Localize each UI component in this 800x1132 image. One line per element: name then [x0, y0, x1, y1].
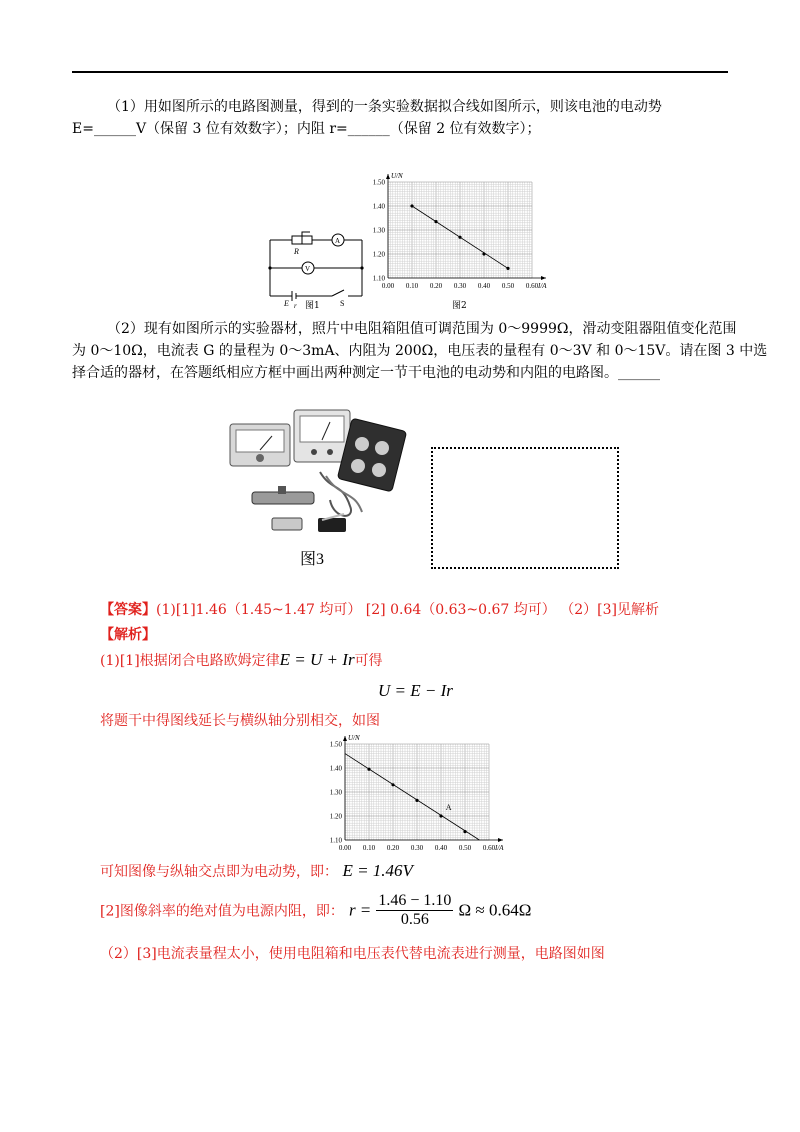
a4-text: 可知图像与纵轴交点即为电动势，即： — [100, 864, 338, 880]
q1-line2: E=______V（保留 3 位有效数字）；内阻 r=______（保留 2 位有效数字）； — [72, 121, 541, 137]
q2-line3: 择合适的器材，在答题纸相应方框中画出两种测定一节干电池的电动势和内阻的电路图。______ — [72, 365, 660, 381]
q2-line2: 为 0～10Ω，电流表 G 的量程为 0～3mA、内阻为 200Ω，电压表的量程有 0～3V 和 0～15V。请在图 3 中选 — [72, 343, 768, 359]
y-axis-label: U/N — [348, 734, 360, 742]
y-tick-label: 1.30 — [329, 788, 342, 797]
label-A: A — [335, 237, 341, 245]
a5-numerator: 1.46 − 1.10 — [378, 892, 452, 909]
x-tick-label: 0.00 — [338, 844, 352, 852]
q1-line1: （1）用如图所示的电路图测量，得到的一条实验数据拟合线如图所示，则该电池的电动势 — [107, 99, 662, 115]
a2-equation: U = E − Ir — [378, 681, 453, 700]
a1-suffix: 可得 — [354, 653, 383, 669]
a6-text: （2）[3]电流表量程太小，使用电阻箱和电压表代替电流表进行测量，电路图如图 — [100, 946, 605, 962]
x-tick-label: 0.50 — [501, 282, 515, 290]
analysis-line5 — [100, 892, 531, 936]
a5-fraction — [376, 892, 453, 929]
chart-fig2 — [355, 168, 570, 303]
battery-device — [272, 518, 302, 530]
analysis-label: 【解析】 — [100, 627, 156, 643]
rheostat-device — [252, 486, 314, 504]
fig3-caption: 图3 — [300, 551, 325, 568]
analysis-line4 — [100, 860, 413, 883]
x-axis-label: I/A — [538, 282, 547, 290]
a5-tail: Ω ≈ 0.64Ω — [458, 900, 532, 920]
y-tick-label: 1.10 — [372, 274, 385, 283]
data-point — [391, 783, 394, 786]
x-tick-label: 0.20 — [386, 844, 400, 852]
y-tick-label: 1.40 — [329, 764, 342, 773]
data-point — [482, 252, 485, 255]
y-tick-label: 1.10 — [329, 836, 342, 845]
answer-line — [100, 599, 659, 621]
y-axis-arrow — [343, 736, 347, 741]
data-point — [506, 267, 509, 270]
x-tick-label: 0.40 — [434, 844, 448, 852]
x-tick-label: 0.30 — [453, 282, 467, 290]
data-point — [463, 830, 466, 833]
x-tick-label: 0.30 — [410, 844, 424, 852]
voltmeter-device — [230, 424, 290, 466]
switch-device — [318, 514, 346, 532]
chart-extended-fit — [312, 730, 527, 855]
x-tick-label: 0.40 — [477, 282, 491, 290]
equipment-photo — [222, 402, 412, 542]
fig1-caption: 图1 — [305, 301, 320, 311]
x-axis-arrow — [498, 838, 503, 842]
x-tick-label: 0.60 — [525, 282, 539, 290]
label-r: r — [294, 302, 297, 310]
label-R: R — [294, 247, 299, 256]
data-point — [458, 236, 461, 239]
x-axis-label: I/A — [495, 844, 504, 852]
fig2-caption: 图2 — [452, 301, 467, 311]
x-tick-label: 0.60 — [482, 844, 496, 852]
answer-drawing-box[interactable] — [431, 447, 619, 569]
y-tick-label: 1.50 — [372, 178, 385, 187]
data-point — [434, 220, 437, 223]
x-tick-label: 0.10 — [362, 844, 376, 852]
a4-equation: E = 1.46V — [342, 861, 413, 880]
data-point — [410, 204, 413, 207]
a1-equation: E = U + Ir — [279, 650, 355, 669]
a5-r: r = — [348, 900, 372, 920]
q2-line1: （2）现有如图所示的实验器材，照片中电阻箱阻值可调范围为 0～9999Ω，滑动变阻器阻值变化范围 — [107, 321, 737, 337]
y-tick-label: 1.20 — [372, 250, 385, 259]
y-tick-label: 1.50 — [329, 740, 342, 749]
data-point — [439, 814, 442, 817]
a3-text: 将题干中得图线延长与横纵轴分别相交，如图 — [100, 713, 380, 729]
point-label-A: A — [445, 803, 452, 812]
x-tick-label: 0.00 — [381, 282, 395, 290]
a5-denominator: 0.56 — [400, 911, 429, 928]
top-rule — [72, 71, 728, 73]
y-tick-label: 1.40 — [372, 202, 385, 211]
y-tick-label: 1.20 — [329, 812, 342, 821]
answer-text: (1)[1]1.46（1.45~1.47 均可） [2] 0.64（0.63~0.67 均可） （2）[3]见解析 — [156, 602, 659, 618]
y-tick-label: 1.30 — [372, 226, 385, 235]
data-point — [367, 768, 370, 771]
x-tick-label: 0.20 — [429, 282, 443, 290]
x-axis-arrow — [541, 276, 546, 280]
y-axis-label: U/N — [391, 172, 403, 180]
x-tick-label: 0.50 — [458, 844, 472, 852]
label-V: V — [305, 265, 311, 273]
ammeter-device — [294, 410, 350, 462]
a1-text: (1)[1]根据闭合电路欧姆定律 — [100, 653, 280, 669]
answer-label: 【答案】 — [100, 602, 156, 618]
label-E: E — [284, 299, 289, 308]
y-axis-arrow — [386, 174, 390, 179]
data-point — [415, 799, 418, 802]
label-S: S — [340, 299, 345, 308]
analysis-line1 — [100, 649, 383, 672]
x-tick-label: 0.10 — [405, 282, 419, 290]
a5-text: [2]图像斜率的绝对值为电源内阻，即： — [100, 903, 344, 920]
